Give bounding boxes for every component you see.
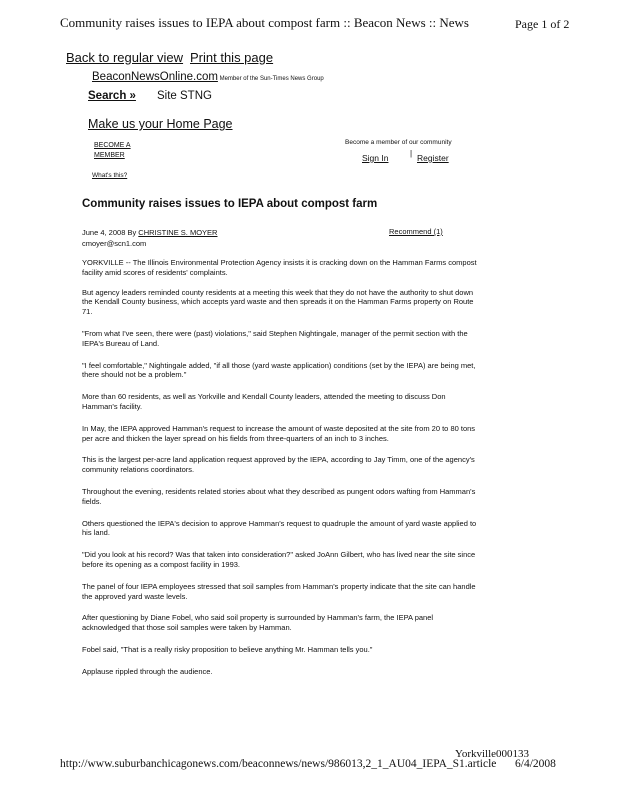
article-body bbox=[82, 258, 482, 677]
back-to-regular-view-link[interactable]: Back to regular view bbox=[66, 50, 184, 65]
article-paragraph: "From what I've seen, there were (past) violations," said Stephen Nightingale, manager of the permit section with the IEPA's Bureau of Land. bbox=[82, 328, 468, 348]
article-paragraph: Fobel said, "That is a really risky proposition to believe anything Mr. Hamman tells you." bbox=[82, 644, 373, 654]
sign-in-link[interactable]: Sign In bbox=[362, 153, 389, 163]
print-header-page-number: Page 1 of 2 bbox=[515, 17, 570, 31]
article-date: June 4, 2008 By bbox=[82, 228, 139, 237]
make-home-page-link[interactable]: Make us your Home Page bbox=[88, 117, 233, 131]
article-paragraph: "I feel comfortable," Nightingale added, "if all those (yard waste application) conditions (set by the IEPA) are being met, there should not be a problem." bbox=[82, 360, 476, 380]
print-footer-url: http://www.suburbanchicagonews.com/beaconnews/news/986013,2_1_AU04_IEPA_S1.article bbox=[60, 758, 497, 770]
article-paragraph: After questioning by Diane Fobel, who said soil property is surrounded by Hamman's farm, the IEPA panel acknowledged that those soil samples were taken by Hamman. bbox=[82, 613, 434, 633]
article-paragraph: "Did you look at his record? Was that taken into consideration?" asked JoAnn Gilbert, who has lived near the site since before its opening as a compost facility in 1993. bbox=[82, 550, 476, 569]
article-paragraph: More than 60 residents, as well as Yorkville and Kendall County leaders, attended the meeting to discuss Don Hamman's facility. bbox=[82, 392, 446, 411]
article-paragraph: Throughout the evening, residents related stories about what they described as pungent odors wafting from Hamman's fields. bbox=[82, 486, 476, 506]
print-footer-date: 6/4/2008 bbox=[515, 758, 556, 770]
article-paragraph: The panel of four IEPA employees stressed that soil samples from Hamman's property indicate that the site can handle the approved yard waste levels. bbox=[82, 581, 476, 601]
recommend-link[interactable]: Recommend (1) bbox=[389, 227, 443, 236]
article-title: Community raises issues to IEPA about compost farm bbox=[82, 198, 378, 210]
tagline-text: Member of the Sun-Times News Group bbox=[217, 76, 324, 82]
print-header-title: Community raises issues to IEPA about compost farm :: Beacon News :: News bbox=[60, 15, 469, 30]
article-byline bbox=[82, 227, 217, 249]
article-paragraph: In May, the IEPA approved Hamman's request to increase the amount of waste deposited at the site from 20 to 80 tons per acre and thicken the layer spread on his fields from three-quarters of an inch to 3 inches. bbox=[82, 423, 476, 443]
print-this-page-link[interactable]: Print this page bbox=[190, 50, 274, 65]
register-link[interactable]: Register bbox=[417, 153, 449, 163]
site-name-link[interactable]: BeaconNewsOnline.com bbox=[92, 71, 218, 83]
link-separator: | bbox=[410, 149, 413, 158]
search-link[interactable]: Search » bbox=[88, 90, 136, 102]
article-paragraph: Others questioned the IEPA's decision to approve Hamman's request to quadruple the amount of yard waste applied to his land. bbox=[82, 518, 477, 538]
search-scope-label: Site STNG bbox=[157, 90, 212, 102]
article-paragraph: This is the largest per-acre land application request approved by the IEPA, according to Jay Timm, one of the agency's community relations coordinators. bbox=[82, 455, 475, 475]
document-bates-number: Yorkville000133 bbox=[455, 748, 530, 760]
become-member-link[interactable]: BECOME A MEMBER bbox=[94, 142, 131, 159]
author-email[interactable]: cmoyer@scn1.com bbox=[82, 239, 147, 248]
whats-this-link[interactable]: What's this? bbox=[92, 172, 128, 179]
article-paragraph: Applause rippled through the audience. bbox=[82, 666, 213, 676]
article-paragraph: YORKVILLE -- The Illinois Environmental Protection Agency insists it is cracking down on the Hamman Farms compost facility amid scores of residents' complaints. bbox=[82, 258, 477, 277]
member-cta-text: Become a member of our community bbox=[345, 139, 452, 146]
author-link[interactable]: CHRISTINE S. MOYER bbox=[138, 228, 218, 237]
article-paragraph: But agency leaders reminded county residents at a meeting this week that they do not have the authority to shut down the Kendall County business, which accepts yard waste and then spreads it on the Hamman Farms property on Route 71. bbox=[82, 287, 474, 317]
site-tagline bbox=[92, 71, 324, 83]
